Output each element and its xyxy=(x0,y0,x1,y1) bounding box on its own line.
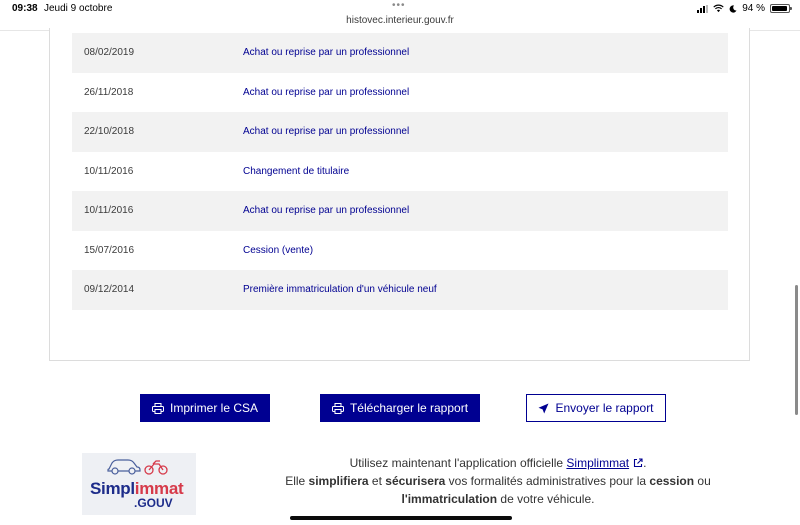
simplimmat-promo xyxy=(228,454,768,508)
history-date: 08/02/2019 xyxy=(84,47,135,59)
send-icon xyxy=(538,403,549,414)
car-icon xyxy=(106,457,142,475)
download-report-button[interactable] xyxy=(320,394,480,422)
printer-icon xyxy=(152,403,164,414)
history-event: Achat ou reprise par un professionnel xyxy=(243,126,410,138)
signal-icon xyxy=(697,5,708,13)
simplimmat-logo[interactable] xyxy=(82,453,196,515)
history-date: 09/12/2014 xyxy=(84,284,135,296)
status-bar xyxy=(0,0,800,31)
print-csa-label: Imprimer le CSA xyxy=(169,401,258,415)
history-event: Première immatriculation d'un véhicule neuf xyxy=(243,284,437,296)
history-date: 26/11/2018 xyxy=(84,86,134,98)
logo-wordmark: Simplimmat xyxy=(90,479,184,498)
date: Jeudi 9 octobre xyxy=(44,3,113,14)
history-row xyxy=(72,270,728,310)
status-icons xyxy=(697,3,790,14)
more-dots-icon[interactable]: ••• xyxy=(392,0,406,11)
history-date: 10/11/2016 xyxy=(84,165,134,177)
promo-line-3: l'immatriculation de votre véhicule. xyxy=(401,492,595,506)
clock: 09:38 xyxy=(12,3,38,14)
battery-percent: 94 % xyxy=(742,3,765,14)
home-indicator[interactable] xyxy=(290,516,512,520)
history-event: Achat ou reprise par un professionnel xyxy=(243,86,410,98)
moon-icon xyxy=(729,5,737,13)
logo-gouv: .GOUV xyxy=(134,496,173,510)
send-report-button[interactable] xyxy=(526,394,666,422)
history-row xyxy=(72,73,728,113)
history-table xyxy=(72,33,728,310)
address-bar[interactable]: histovec.interieur.gouv.fr xyxy=(346,15,454,26)
history-row xyxy=(72,33,728,73)
simplimmat-link[interactable]: Simplimmat xyxy=(566,456,630,470)
print-csa-button[interactable] xyxy=(140,394,270,422)
motorbike-icon xyxy=(144,459,168,475)
history-date: 22/10/2018 xyxy=(84,126,135,138)
external-link-icon[interactable] xyxy=(633,458,643,468)
wifi-icon xyxy=(713,4,724,13)
history-event: Achat ou reprise par un professionnel xyxy=(243,47,410,59)
history-date: 15/07/2016 xyxy=(84,244,135,256)
history-row xyxy=(72,152,728,192)
history-event: Achat ou reprise par un professionnel xyxy=(243,205,410,217)
history-event: Changement de titulaire xyxy=(243,165,350,177)
history-row xyxy=(72,231,728,271)
send-report-label: Envoyer le rapport xyxy=(555,401,654,415)
battery-icon xyxy=(770,4,790,13)
download-report-label: Télécharger le rapport xyxy=(349,401,469,415)
history-event: Cession (vente) xyxy=(243,244,314,256)
promo-line-1: Utilisez maintenant l'application officielle Simplimmat . xyxy=(349,456,647,470)
printer-icon xyxy=(332,403,344,414)
scrollbar[interactable] xyxy=(795,285,798,415)
history-row xyxy=(72,191,728,231)
promo-line-2: Elle simplifiera et sécurisera vos formalités administratives pour la cession ou xyxy=(285,474,711,488)
history-date: 10/11/2016 xyxy=(84,205,134,217)
history-row xyxy=(72,112,728,152)
